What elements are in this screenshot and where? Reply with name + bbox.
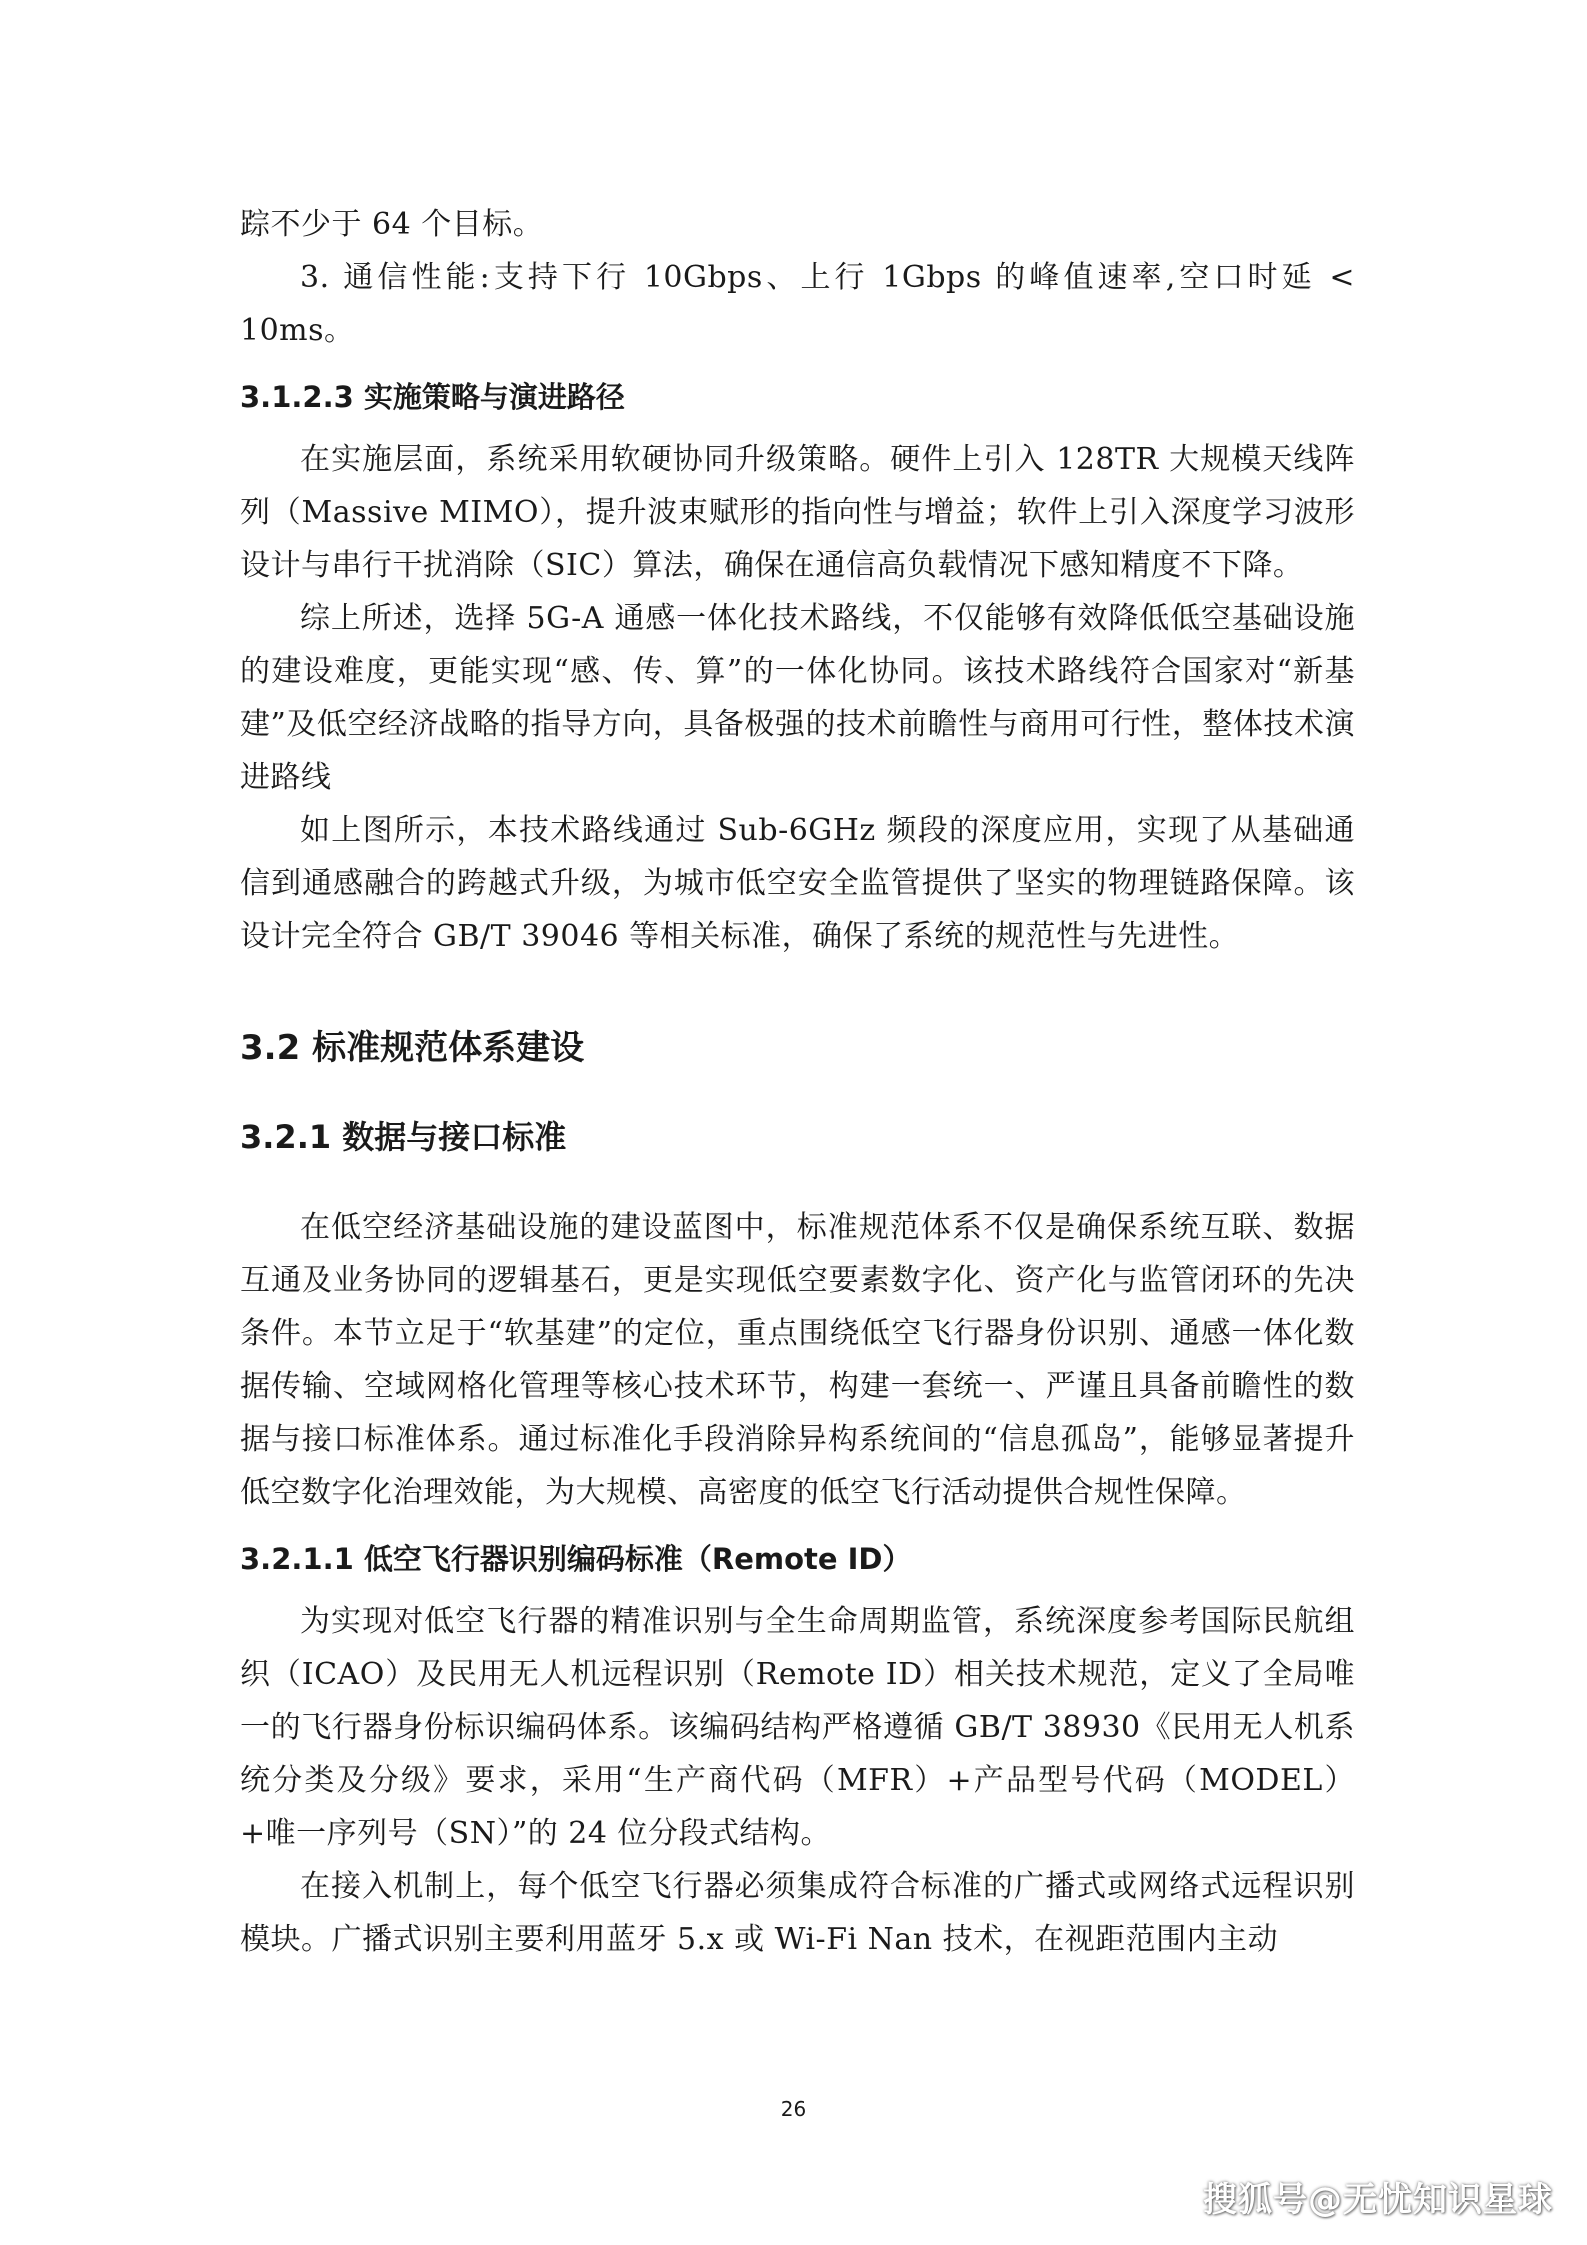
paragraph-communication-performance: 3. 通信性能:支持下行 10Gbps、上行 1Gbps 的峰值速率,空口时延 < 10ms。 xyxy=(240,260,1355,348)
paragraph-summary: 综上所述，选择 5G-A 通感一体化技术路线，不仅能够有效降低低空基础设施的建设难度，更能实现“感、传、算”的一体化协同。该技术路线符合国家对“新基建”及低空经济战略的指导方向，具备极强的技术前瞻性与商用可行性，整体技术演进路线 xyxy=(240,601,1355,795)
paragraph-remote-id-coding: 为实现对低空飞行器的精准识别与全生命周期监管，系统深度参考国际民航组织（ICAO）及民用无人机远程识别（Remote ID）相关技术规范，定义了全局唯一的飞行器身份标识编码体系。该编码结构严格遵循 GB/T 38930《民用无人机系统分类及分级》要求，采用“生产商代码（MFR）+产品型号代码（MODEL）+唯一序列号（SN）”的 24 位分段式结构。 xyxy=(240,1604,1355,1851)
heading-3-2: 3.2 标准规范体系建设 xyxy=(240,1028,585,1068)
paragraph-standards-intro: 在低空经济基础设施的建设蓝图中，标准规范体系不仅是确保系统互联、数据互通及业务协同的逻辑基石，更是实现低空要素数字化、资产化与监管闭环的先决条件。本节立足于“软基建”的定位，重点围绕低空飞行器身份识别、通感一体化数据传输、空域网格化管理等核心技术环节，构建一套统一、严谨且具备前瞻性的数据与接口标准体系。通过标准化手段消除异构系统间的“信息孤岛”，能够显著提升低空数字化治理效能，为大规模、高密度的低空飞行活动提供合规性保障。 xyxy=(240,1210,1355,1510)
heading-3-2-1: 3.2.1 数据与接口标准 xyxy=(240,1118,567,1156)
heading-3-2-1-1: 3.2.1.1 低空飞行器识别编码标准（Remote ID） xyxy=(240,1542,912,1576)
paragraph-figure-reference: 如上图所示，本技术路线通过 Sub-6GHz 频段的深度应用，实现了从基础通信到通感融合的跨越式升级，为城市低空安全监管提供了坚实的物理链路保障。该设计完全符合 GB/T 39046 等相关标准，确保了系统的规范性与先进性。 xyxy=(240,813,1355,954)
paragraph-continued: 踪不少于 64 个目标。 xyxy=(240,207,544,242)
watermark: 搜狐号@无忧知识星球 xyxy=(1203,2180,1553,2220)
heading-3-1-2-3: 3.1.2.3 实施策略与演进路径 xyxy=(240,380,625,414)
paragraph-implementation: 在实施层面，系统采用软硬协同升级策略。硬件上引入 128TR 大规模天线阵列（Massive MIMO），提升波束赋形的指向性与增益；软件上引入深度学习波形设计与串行干扰消除（SIC）算法，确保在通信高负载情况下感知精度不下降。 xyxy=(240,442,1355,583)
page-content xyxy=(240,198,1355,1966)
page-number: 26 xyxy=(780,2097,807,2121)
paragraph-access-mechanism: 在接入机制上，每个低空飞行器必须集成符合标准的广播式或网络式远程识别模块。广播式识别主要利用蓝牙 5.x 或 Wi-Fi Nan 技术，在视距范围内主动 xyxy=(240,1869,1355,1957)
